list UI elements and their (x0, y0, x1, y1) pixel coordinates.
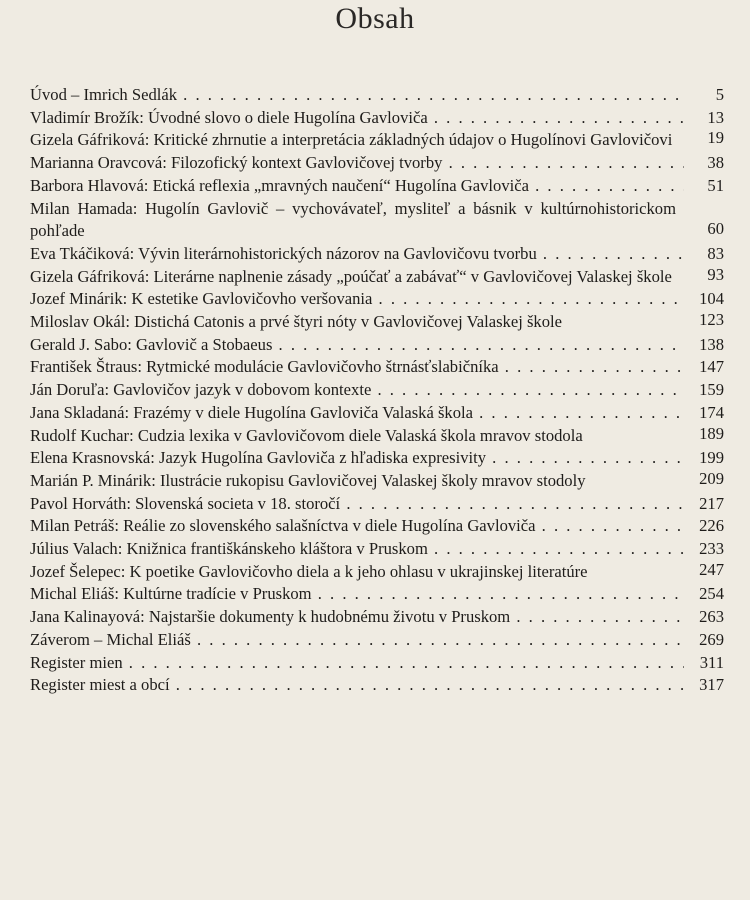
toc-entry (30, 561, 724, 584)
toc-entry-page-number: 254 (684, 583, 724, 606)
toc-entry-page-number: 60 (684, 218, 724, 241)
toc-entry (30, 674, 724, 697)
toc-entry-page-number: 123 (684, 309, 724, 332)
toc-entry-page-number: 147 (684, 356, 724, 379)
toc-entry-title: Ján Doruľa: Gavlovičov jazyk v dobovom kontexte . . . (30, 380, 724, 399)
toc-entry-title: Milan Hamada: Hugolín Gavlovič – vychovávateľ, mysliteľ a básnik v kultúrnohistorickom pohľade (30, 198, 676, 241)
toc-entry-title: Marián P. Minárik: Ilustrácie rukopisu Gavlovičovej Valaskej školy mravov stodoly (30, 470, 586, 490)
toc-entry (30, 356, 724, 379)
toc-entry-title: Úvod – Imrich Sedlák . . . (30, 85, 724, 104)
toc-entry-title: Vladimír Brožík: Úvodné slovo o diele Hugolína Gavloviča . . . (30, 108, 724, 127)
toc-entry (30, 84, 724, 107)
toc-entry (30, 583, 724, 606)
toc-entry (30, 425, 724, 448)
toc-entry (30, 470, 724, 493)
toc-entry-page-number: 317 (684, 674, 724, 697)
toc-entry-page-number: 189 (684, 423, 724, 446)
toc-entry-title: Gizela Gáfriková: Kritické zhrnutie a interpretácia základných údajov o Hugolínovi Gavlovičovi (30, 130, 673, 150)
toc-entry (30, 288, 724, 311)
toc-entry-page-number: 51 (684, 175, 724, 198)
toc-entry-title: Gerald J. Sabo: Gavlovič a Stobaeus . . . (30, 335, 724, 354)
toc-entry-page-number: 209 (684, 468, 724, 491)
toc-entry-page-number: 5 (684, 84, 724, 107)
toc-entry (30, 606, 724, 629)
toc-entry-title: Miloslav Okál: Distichá Catonis a prvé štyri nóty v Gavlovičovej Valaskej škole (30, 312, 562, 332)
toc-entry-title: Jozef Minárik: K estetike Gavlovičovho veršovania . . . (30, 289, 724, 308)
toc-entry (30, 334, 724, 357)
toc-entry-title: Marianna Oravcová: Filozofický kontext Gavlovičovej tvorby . . . (30, 153, 724, 172)
toc-entry-title: Elena Krasnovská: Jazyk Hugolína Gavloviča z hľadiska expresivity . . . (30, 448, 724, 467)
toc-entry-title: Milan Petráš: Reálie zo slovenského salašníctva v diele Hugolína Gavloviča . . . (30, 516, 724, 535)
toc-entry (30, 538, 724, 561)
toc-entry-page-number: 138 (684, 334, 724, 357)
toc-entry-title: Register miest a obcí . . . (30, 675, 724, 694)
toc-entry (30, 107, 724, 130)
toc-entry-page-number: 311 (684, 652, 724, 675)
toc-entry-page-number: 226 (684, 515, 724, 538)
toc-entry-title: Pavol Horváth: Slovenská societa v 18. storočí . . . (30, 494, 724, 513)
toc-entry-title: Július Valach: Knižnica františkánskeho kláštora v Pruskom . . . (30, 539, 724, 558)
toc-entry-title: Gizela Gáfriková: Literárne naplnenie zásady „poúčať a zabávať“ v Gavlovičovej Valaskej škole (30, 266, 672, 286)
toc-entry-title: Register mien . . . (30, 653, 724, 672)
toc-entry-title: Záverom – Michal Eliáš . . . (30, 630, 724, 649)
toc-entry-page-number: 269 (684, 629, 724, 652)
toc-entry (30, 266, 724, 289)
toc-entry-title: Rudolf Kuchar: Cudzia lexika v Gavlovičovom diele Valaská škola mravov stodola (30, 425, 583, 445)
toc-entry-page-number: 217 (684, 493, 724, 516)
toc-entry-title: Jana Skladaná: Frazémy v diele Hugolína Gavloviča Valaská škola . . . (30, 403, 724, 422)
toc-entry-page-number: 263 (684, 606, 724, 629)
toc-entry-page-number: 13 (684, 107, 724, 130)
toc-entry-page-number: 38 (684, 152, 724, 175)
toc-entry-page-number: 233 (684, 538, 724, 561)
toc-entry (30, 652, 724, 675)
toc-entry-page-number: 247 (684, 559, 724, 582)
toc-entry (30, 515, 724, 538)
toc-entry-page-number: 83 (684, 243, 724, 266)
table-of-contents (30, 84, 724, 697)
toc-entry-title: Jozef Šelepec: K poetike Gavlovičovho diela a k jeho ohlasu v ukrajinskej literatúre (30, 561, 588, 581)
toc-entry (30, 198, 724, 243)
toc-entry-page-number: 199 (684, 447, 724, 470)
toc-entry-title: Barbora Hlavová: Etická reflexia „mravných naučení“ Hugolína Gavloviča . . . (30, 176, 724, 195)
toc-entry-page-number: 159 (684, 379, 724, 402)
toc-entry-title: František Štraus: Rytmické modulácie Gavlovičovho štrnásťslabičníka . . . (30, 357, 724, 376)
toc-entry (30, 447, 724, 470)
toc-entry (30, 175, 724, 198)
toc-entry (30, 311, 724, 334)
toc-entry (30, 493, 724, 516)
toc-entry (30, 129, 724, 152)
page-title: Obsah (335, 2, 415, 35)
toc-entry-page-number: 104 (684, 288, 724, 311)
toc-entry (30, 152, 724, 175)
toc-entry-page-number: 19 (684, 127, 724, 150)
toc-entry-page-number: 174 (684, 402, 724, 425)
toc-entry-title: Michal Eliáš: Kultúrne tradície v Pruskom . . . (30, 584, 724, 603)
toc-entry-title: Eva Tkáčiková: Vývin literárnohistorických názorov na Gavlovičovu tvorbu . . . (30, 244, 724, 263)
toc-entry-page-number: 93 (684, 264, 724, 287)
toc-entry (30, 379, 724, 402)
toc-entry-title: Jana Kalinayová: Najstaršie dokumenty k hudobnému životu v Pruskom . . . (30, 607, 724, 626)
toc-entry (30, 629, 724, 652)
toc-entry (30, 402, 724, 425)
toc-entry (30, 243, 724, 266)
